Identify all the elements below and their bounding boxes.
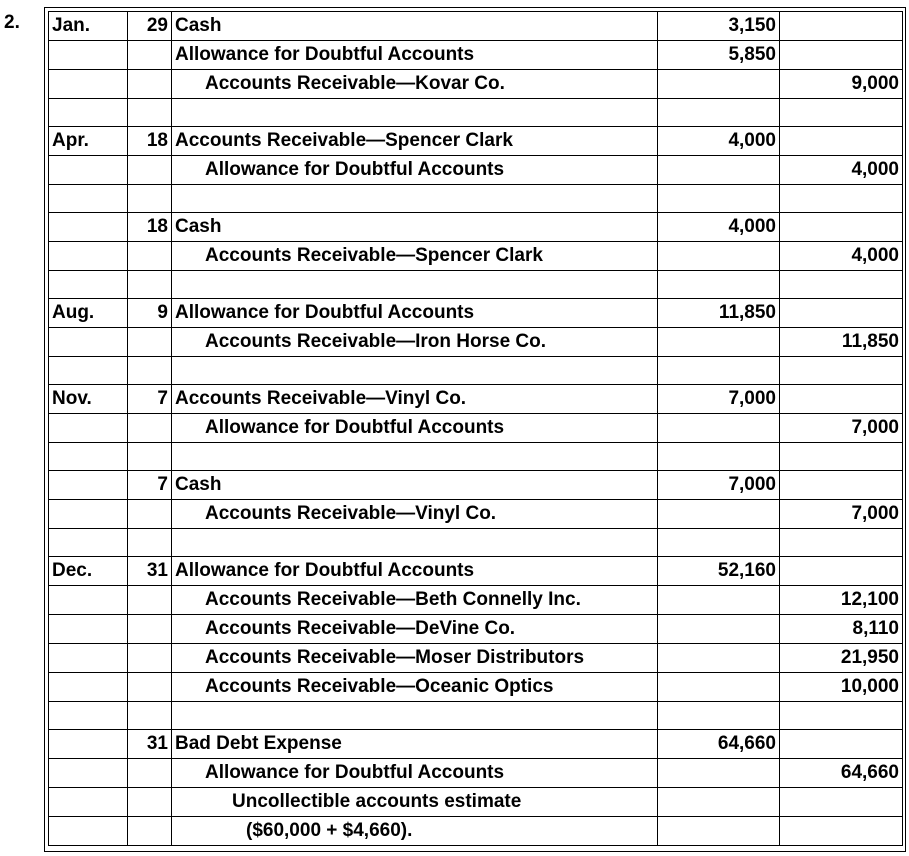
journal-row — [49, 730, 903, 759]
debit-amount: 7,000 — [658, 471, 780, 500]
debit-amount — [658, 817, 780, 846]
entry-month — [49, 271, 128, 299]
journal-row — [49, 615, 903, 644]
debit-amount — [658, 702, 780, 730]
journal-row — [49, 70, 903, 99]
journal-table — [48, 11, 903, 846]
entry-day: 18 — [128, 213, 172, 242]
entry-day — [128, 817, 172, 846]
entry-day — [128, 414, 172, 443]
credit-amount: 64,660 — [780, 759, 903, 788]
journal-row — [49, 586, 903, 615]
credit-amount — [780, 127, 903, 156]
credit-amount: 7,000 — [780, 500, 903, 529]
credit-amount — [780, 357, 903, 385]
debit-amount — [658, 673, 780, 702]
credit-amount — [780, 817, 903, 846]
entry-day — [128, 185, 172, 213]
debit-amount: 4,000 — [658, 127, 780, 156]
account-description — [172, 271, 658, 299]
entry-day: 31 — [128, 730, 172, 759]
debit-amount — [658, 529, 780, 557]
journal-row — [49, 127, 903, 156]
journal-body — [49, 12, 903, 846]
entry-month — [49, 759, 128, 788]
journal-row — [49, 385, 903, 414]
account-description: Accounts Receivable—Vinyl Co. — [172, 500, 658, 529]
credit-amount: 12,100 — [780, 586, 903, 615]
entry-day — [128, 529, 172, 557]
credit-amount — [780, 730, 903, 759]
credit-amount: 4,000 — [780, 156, 903, 185]
debit-amount — [658, 185, 780, 213]
credit-amount — [780, 557, 903, 586]
entry-month — [49, 443, 128, 471]
entry-day — [128, 586, 172, 615]
debit-amount: 64,660 — [658, 730, 780, 759]
entry-day — [128, 41, 172, 70]
credit-amount: 21,950 — [780, 644, 903, 673]
debit-amount — [658, 70, 780, 99]
journal-row — [49, 271, 903, 299]
credit-amount — [780, 702, 903, 730]
credit-amount: 10,000 — [780, 673, 903, 702]
entry-day: 18 — [128, 127, 172, 156]
debit-amount — [658, 615, 780, 644]
account-description: Accounts Receivable—DeVine Co. — [172, 615, 658, 644]
debit-amount: 4,000 — [658, 213, 780, 242]
journal-row — [49, 702, 903, 730]
entry-day — [128, 242, 172, 271]
debit-amount — [658, 357, 780, 385]
entry-month — [49, 156, 128, 185]
entry-day — [128, 443, 172, 471]
credit-amount — [780, 185, 903, 213]
journal-row — [49, 12, 903, 41]
entry-day — [128, 673, 172, 702]
journal-row — [49, 213, 903, 242]
debit-amount — [658, 99, 780, 127]
entry-month — [49, 788, 128, 817]
account-description: Allowance for Doubtful Accounts — [172, 414, 658, 443]
credit-amount — [780, 41, 903, 70]
credit-amount — [780, 299, 903, 328]
problem-number: 2. — [4, 12, 20, 33]
entry-month — [49, 529, 128, 557]
account-description: ($60,000 + $4,660). — [172, 817, 658, 846]
journal-row — [49, 242, 903, 271]
entry-day: 29 — [128, 12, 172, 41]
account-description: Accounts Receivable—Moser Distributors — [172, 644, 658, 673]
debit-amount: 3,150 — [658, 12, 780, 41]
entry-month — [49, 185, 128, 213]
credit-amount — [780, 471, 903, 500]
debit-amount — [658, 242, 780, 271]
entry-month — [49, 702, 128, 730]
journal-frame — [44, 7, 906, 852]
debit-amount — [658, 443, 780, 471]
account-description — [172, 185, 658, 213]
debit-amount: 11,850 — [658, 299, 780, 328]
entry-month: Apr. — [49, 127, 128, 156]
entry-day — [128, 615, 172, 644]
journal-row — [49, 788, 903, 817]
account-description: Accounts Receivable—Vinyl Co. — [172, 385, 658, 414]
credit-amount — [780, 529, 903, 557]
account-description: Allowance for Doubtful Accounts — [172, 41, 658, 70]
credit-amount: 11,850 — [780, 328, 903, 357]
account-description: Allowance for Doubtful Accounts — [172, 759, 658, 788]
entry-day — [128, 644, 172, 673]
credit-amount: 9,000 — [780, 70, 903, 99]
entry-month: Nov. — [49, 385, 128, 414]
account-description: Allowance for Doubtful Accounts — [172, 156, 658, 185]
account-description — [172, 702, 658, 730]
credit-amount — [780, 12, 903, 41]
credit-amount — [780, 271, 903, 299]
entry-day: 31 — [128, 557, 172, 586]
debit-amount — [658, 500, 780, 529]
entry-month — [49, 41, 128, 70]
journal-row — [49, 156, 903, 185]
journal-row — [49, 644, 903, 673]
entry-day — [128, 702, 172, 730]
entry-day — [128, 759, 172, 788]
debit-amount — [658, 328, 780, 357]
entry-month — [49, 213, 128, 242]
account-description: Allowance for Doubtful Accounts — [172, 299, 658, 328]
account-description: Cash — [172, 213, 658, 242]
credit-amount: 8,110 — [780, 615, 903, 644]
journal-row — [49, 557, 903, 586]
journal-row — [49, 357, 903, 385]
entry-day — [128, 156, 172, 185]
entry-day — [128, 788, 172, 817]
debit-amount — [658, 759, 780, 788]
account-description: Accounts Receivable—Oceanic Optics — [172, 673, 658, 702]
debit-amount — [658, 586, 780, 615]
account-description: Accounts Receivable—Beth Connelly Inc. — [172, 586, 658, 615]
account-description: Allowance for Doubtful Accounts — [172, 557, 658, 586]
journal-row — [49, 328, 903, 357]
journal-row — [49, 299, 903, 328]
entry-month — [49, 99, 128, 127]
entry-month — [49, 70, 128, 99]
entry-month: Jan. — [49, 12, 128, 41]
journal-row — [49, 41, 903, 70]
debit-amount — [658, 156, 780, 185]
account-description — [172, 443, 658, 471]
debit-amount: 7,000 — [658, 385, 780, 414]
account-description: Accounts Receivable—Spencer Clark — [172, 242, 658, 271]
entry-month — [49, 586, 128, 615]
account-description: Uncollectible accounts estimate — [172, 788, 658, 817]
entry-day — [128, 99, 172, 127]
journal-row — [49, 443, 903, 471]
credit-amount — [780, 99, 903, 127]
credit-amount — [780, 443, 903, 471]
entry-day — [128, 70, 172, 99]
entry-day: 9 — [128, 299, 172, 328]
entry-month — [49, 644, 128, 673]
entry-month — [49, 500, 128, 529]
account-description: Cash — [172, 471, 658, 500]
debit-amount: 5,850 — [658, 41, 780, 70]
entry-day: 7 — [128, 385, 172, 414]
entry-month — [49, 471, 128, 500]
credit-amount: 4,000 — [780, 242, 903, 271]
debit-amount — [658, 788, 780, 817]
journal-row — [49, 471, 903, 500]
journal-row — [49, 99, 903, 127]
account-description — [172, 99, 658, 127]
account-description: Accounts Receivable—Iron Horse Co. — [172, 328, 658, 357]
journal-row — [49, 759, 903, 788]
account-description: Bad Debt Expense — [172, 730, 658, 759]
credit-amount — [780, 213, 903, 242]
credit-amount — [780, 788, 903, 817]
debit-amount: 52,160 — [658, 557, 780, 586]
credit-amount: 7,000 — [780, 414, 903, 443]
account-description — [172, 529, 658, 557]
entry-day — [128, 500, 172, 529]
entry-month — [49, 615, 128, 644]
journal-row — [49, 529, 903, 557]
entry-month: Aug. — [49, 299, 128, 328]
entry-day — [128, 357, 172, 385]
entry-day: 7 — [128, 471, 172, 500]
account-description: Accounts Receivable—Kovar Co. — [172, 70, 658, 99]
entry-month — [49, 673, 128, 702]
debit-amount — [658, 271, 780, 299]
credit-amount — [780, 385, 903, 414]
debit-amount — [658, 414, 780, 443]
entry-month — [49, 730, 128, 759]
journal-row — [49, 673, 903, 702]
journal-row — [49, 414, 903, 443]
entry-day — [128, 328, 172, 357]
debit-amount — [658, 644, 780, 673]
account-description: Accounts Receivable—Spencer Clark — [172, 127, 658, 156]
entry-month — [49, 242, 128, 271]
entry-month — [49, 357, 128, 385]
entry-month — [49, 414, 128, 443]
entry-day — [128, 271, 172, 299]
journal-row — [49, 817, 903, 846]
journal-row — [49, 500, 903, 529]
entry-month — [49, 817, 128, 846]
entry-month: Dec. — [49, 557, 128, 586]
journal-row — [49, 185, 903, 213]
entry-month — [49, 328, 128, 357]
account-description — [172, 357, 658, 385]
account-description: Cash — [172, 12, 658, 41]
